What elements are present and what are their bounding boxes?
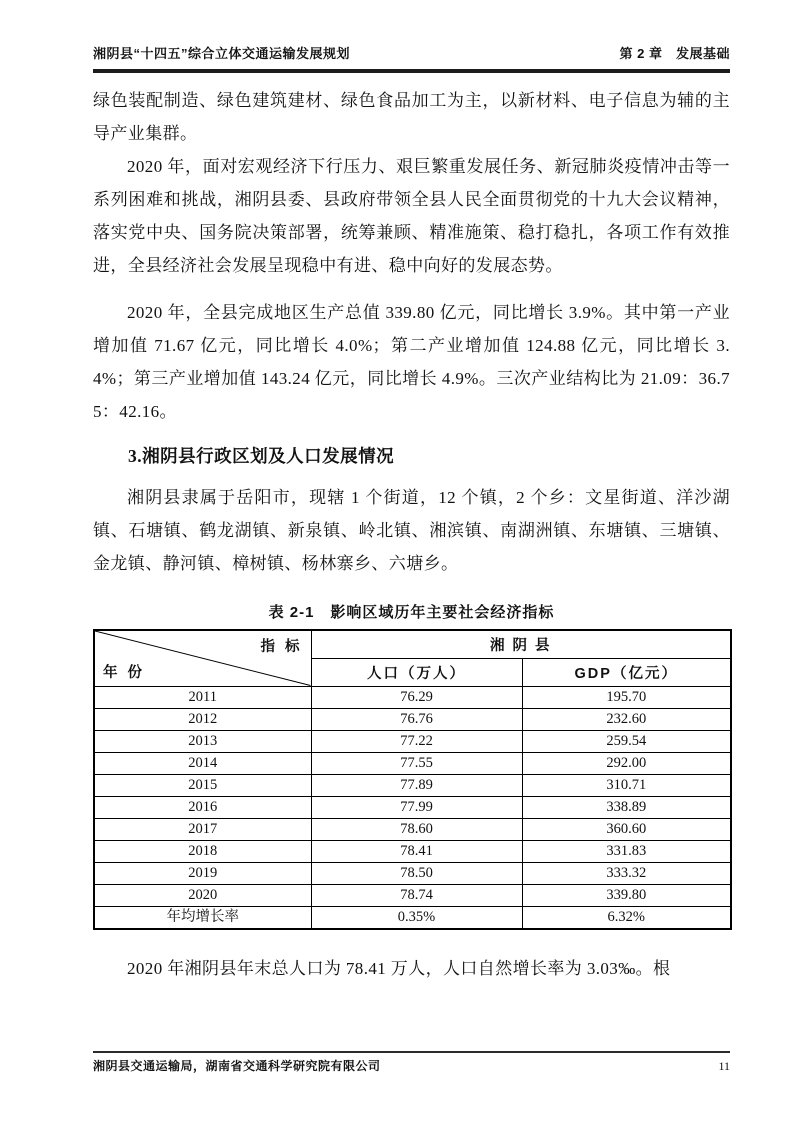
header-document-title: 湘阴县“十四五”综合立体交通运输发展规划 <box>93 46 351 61</box>
gdp-cell: 232.60 <box>522 708 731 730</box>
table-corner-cell <box>94 630 311 686</box>
year-cell: 2015 <box>94 774 311 796</box>
gdp-cell: 338.89 <box>522 796 731 818</box>
gdp-cell: 339.80 <box>522 884 731 906</box>
table-row <box>94 708 731 730</box>
table-row <box>94 818 731 840</box>
document-body <box>93 84 730 985</box>
paragraph-population-closing: 2020 年湘阴县年末总人口为 78.41 万人，人口自然增长率为 3.03‰。根 <box>127 958 671 978</box>
population-cell: 78.41 <box>311 840 522 862</box>
year-cell: 2019 <box>94 862 311 884</box>
population-cell: 78.74 <box>311 884 522 906</box>
population-cell: 77.55 <box>311 752 522 774</box>
population-cell: 78.50 <box>311 862 522 884</box>
table-row <box>94 884 731 906</box>
paragraph-administrative-divisions: 湘阴县隶属于岳阳市，现辖 1 个街道，12 个镇，2 个乡：文星街道、洋沙湖镇、石塘镇、鹤龙湖镇、新泉镇、岭北镇、湘滨镇、南湖洲镇、东塘镇、三塘镇、金龙镇、静河镇、樟树镇、杨林寨乡、六塘乡。 <box>93 488 730 573</box>
year-cell: 2013 <box>94 730 311 752</box>
header-chapter-title: 第 2 章 发展基础 <box>619 46 730 61</box>
table-row <box>94 840 731 862</box>
table-row <box>94 774 731 796</box>
population-cell: 77.89 <box>311 774 522 796</box>
footer-organizations: 湘阴县交通运输局，湖南省交通科学研究院有限公司 <box>93 1059 381 1073</box>
population-cell: 76.29 <box>311 686 522 708</box>
paragraph-2020-overview: 2020 年，面对宏观经济下行压力、艰巨繁重发展任务、新冠肺炎疫情冲击等一系列困难和挑战，湘阴县委、县政府带领全县人民全面贯彻党的十九大会议精神，落实党中央、国务院决策部署，统筹兼顾、精准施策、稳打稳扎，各项工作有效推进，全县经济社会发展呈现稳中有进、稳中向好的发展态势。 <box>93 157 730 275</box>
population-cell: 78.60 <box>311 818 522 840</box>
gdp-cell: 333.32 <box>522 862 731 884</box>
corner-label-indicator: 指 标 <box>260 639 303 655</box>
gdp-cell: 259.54 <box>522 730 731 752</box>
table-header-row-group <box>94 630 731 658</box>
page-number: 11 <box>718 1059 730 1073</box>
table-row <box>94 686 731 708</box>
paragraph-industry-cluster: 绿色装配制造、绿色建筑建材、绿色食品加工为主，以新材料、电子信息为辅的主导产业集群。 <box>93 91 730 143</box>
page-header <box>93 44 730 73</box>
table-row-average-growth <box>94 906 731 929</box>
corner-label-year: 年 份 <box>103 664 146 681</box>
table-row <box>94 752 731 774</box>
table-row <box>94 796 731 818</box>
gdp-cell: 292.00 <box>522 752 731 774</box>
population-cell: 77.99 <box>311 796 522 818</box>
header-double-rule <box>93 69 730 73</box>
socioeconomic-indicators-table <box>93 629 732 930</box>
population-cell: 76.76 <box>311 708 522 730</box>
table-caption: 表 2-1 影响区域历年主要社会经济指标 <box>268 604 555 621</box>
year-cell: 2011 <box>94 686 311 708</box>
column-header-gdp: GDP（亿元） <box>522 658 731 686</box>
gdp-cell: 310.71 <box>522 774 731 796</box>
year-cell: 2016 <box>94 796 311 818</box>
page-footer <box>93 1051 730 1074</box>
column-header-population: 人口（万人） <box>311 658 522 686</box>
year-cell: 2012 <box>94 708 311 730</box>
population-cell: 77.22 <box>311 730 522 752</box>
year-cell: 2020 <box>94 884 311 906</box>
gdp-cell: 6.32% <box>522 906 731 929</box>
gdp-cell: 195.70 <box>522 686 731 708</box>
footer-rule <box>93 1051 730 1053</box>
table-row <box>94 862 731 884</box>
year-cell: 2017 <box>94 818 311 840</box>
gdp-cell: 331.83 <box>522 840 731 862</box>
gdp-cell: 360.60 <box>522 818 731 840</box>
group-header-county: 湘 阴 县 <box>311 630 731 658</box>
year-cell: 2018 <box>94 840 311 862</box>
table-row <box>94 730 731 752</box>
year-cell: 2014 <box>94 752 311 774</box>
section-heading-administrative: 3.湘阴县行政区划及人口发展情况 <box>128 446 395 466</box>
paragraph-gdp-figures: 2020 年，全县完成地区生产总值 339.80 亿元，同比增长 3.9%。其中第一产业增加值 71.67 亿元，同比增长 4.0%；第二产业增加值 124.88 亿元，同比增长 3.4%；第三产业增加值 143.24 亿元，同比增长 4.9%。三次产业结构比为 21.09：36.75：42.16。 <box>93 303 730 421</box>
year-cell: 年均增长率 <box>94 906 311 929</box>
population-cell: 0.35% <box>311 906 522 929</box>
